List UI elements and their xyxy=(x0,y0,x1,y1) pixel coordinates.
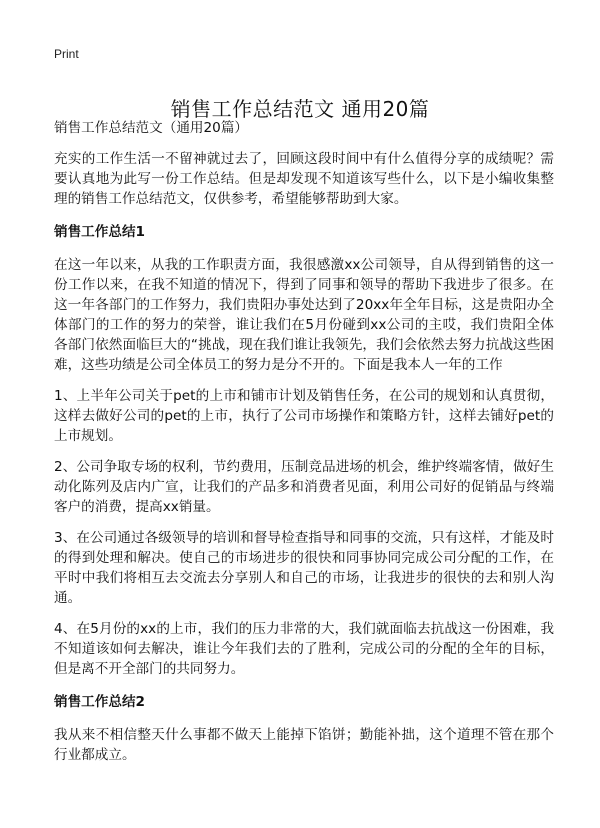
document-body xyxy=(54,118,554,776)
section1-paragraph: 3、在公司通过各级领导的培训和督导检查指导和同事的交流，只有这样，才能及时的得到处理和解决。使自己的市场进步的很快和同事协同完成公司分配的工作，在平时中我们将相互去交流去分享别人和自己的市场，让我进步的很快的去和别人沟通。 xyxy=(54,530,554,606)
section-heading-1: 销售工作总结1 xyxy=(54,224,146,240)
section2-paragraph: 我从来不相信整天什么事都不做天上能掉下馅饼；勤能补拙，这个道理不管在那个行业都成立。 xyxy=(54,727,554,763)
document-subtitle: 销售工作总结范文（通用20篇） xyxy=(54,120,249,136)
section1-paragraph: 在这一年以来，从我的工作职责方面，我很感激xx公司领导，自从得到销售的这一份工作以来，在我不知道的情况下，得到了同事和领导的帮助下我进步了很多。在这一年各部门的工作努力，我们贵阳办事处达到了20xx年全年目标，这是贵阳办全体部门的工作的努力的荣誉，谁让我们在5月份碰到xx公司的主哎，我们贵阳全体各部门依然面临巨大的“挑战，现在我们谁让我领先，我们会依然去努力抗战这些困难，这些功绩是公司全体员工的努力是分不开的。下面是我本人一年的工作 xyxy=(54,257,554,373)
section1-paragraph: 2、公司争取专场的权利，节约费用，压制竞品进场的机会，维护终端客情，做好生动化陈列及店内广宣，让我们的产品多和消费者见面，利用公司好的促销品与终端客户的消费，提高xx销量。 xyxy=(54,459,554,515)
section1-paragraph: 1、上半年公司关于pet的上市和铺市计划及销售任务，在公司的规划和认真贯彻，这样去做好公司的pet的上市，执行了公司市场操作和策略方针，这样去铺好pet的上市规划。 xyxy=(54,388,554,444)
intro-paragraph: 充实的工作生活一不留神就过去了，回顾这段时间中有什么值得分享的成绩呢？需要认真地为此写一份工作总结。但是却发现不知道该写些什么，以下是小编收集整理的销售工作总结范文，仅供参考，希望能够帮助到大家。 xyxy=(54,151,554,207)
section1-paragraph: 4、在5月份的xx的上市，我们的压力非常的大，我们就面临去抗战这一份困难，我不知道该如何去解决，谁让今年我们去的了胜利，完成公司的分配的全年的目标，但是离不开全部门的共同努力。 xyxy=(54,621,554,677)
print-label: Print xyxy=(54,47,79,61)
page-title: 销售工作总结范文 通用20篇 xyxy=(170,97,430,122)
section-heading-2: 销售工作总结2 xyxy=(54,694,146,710)
